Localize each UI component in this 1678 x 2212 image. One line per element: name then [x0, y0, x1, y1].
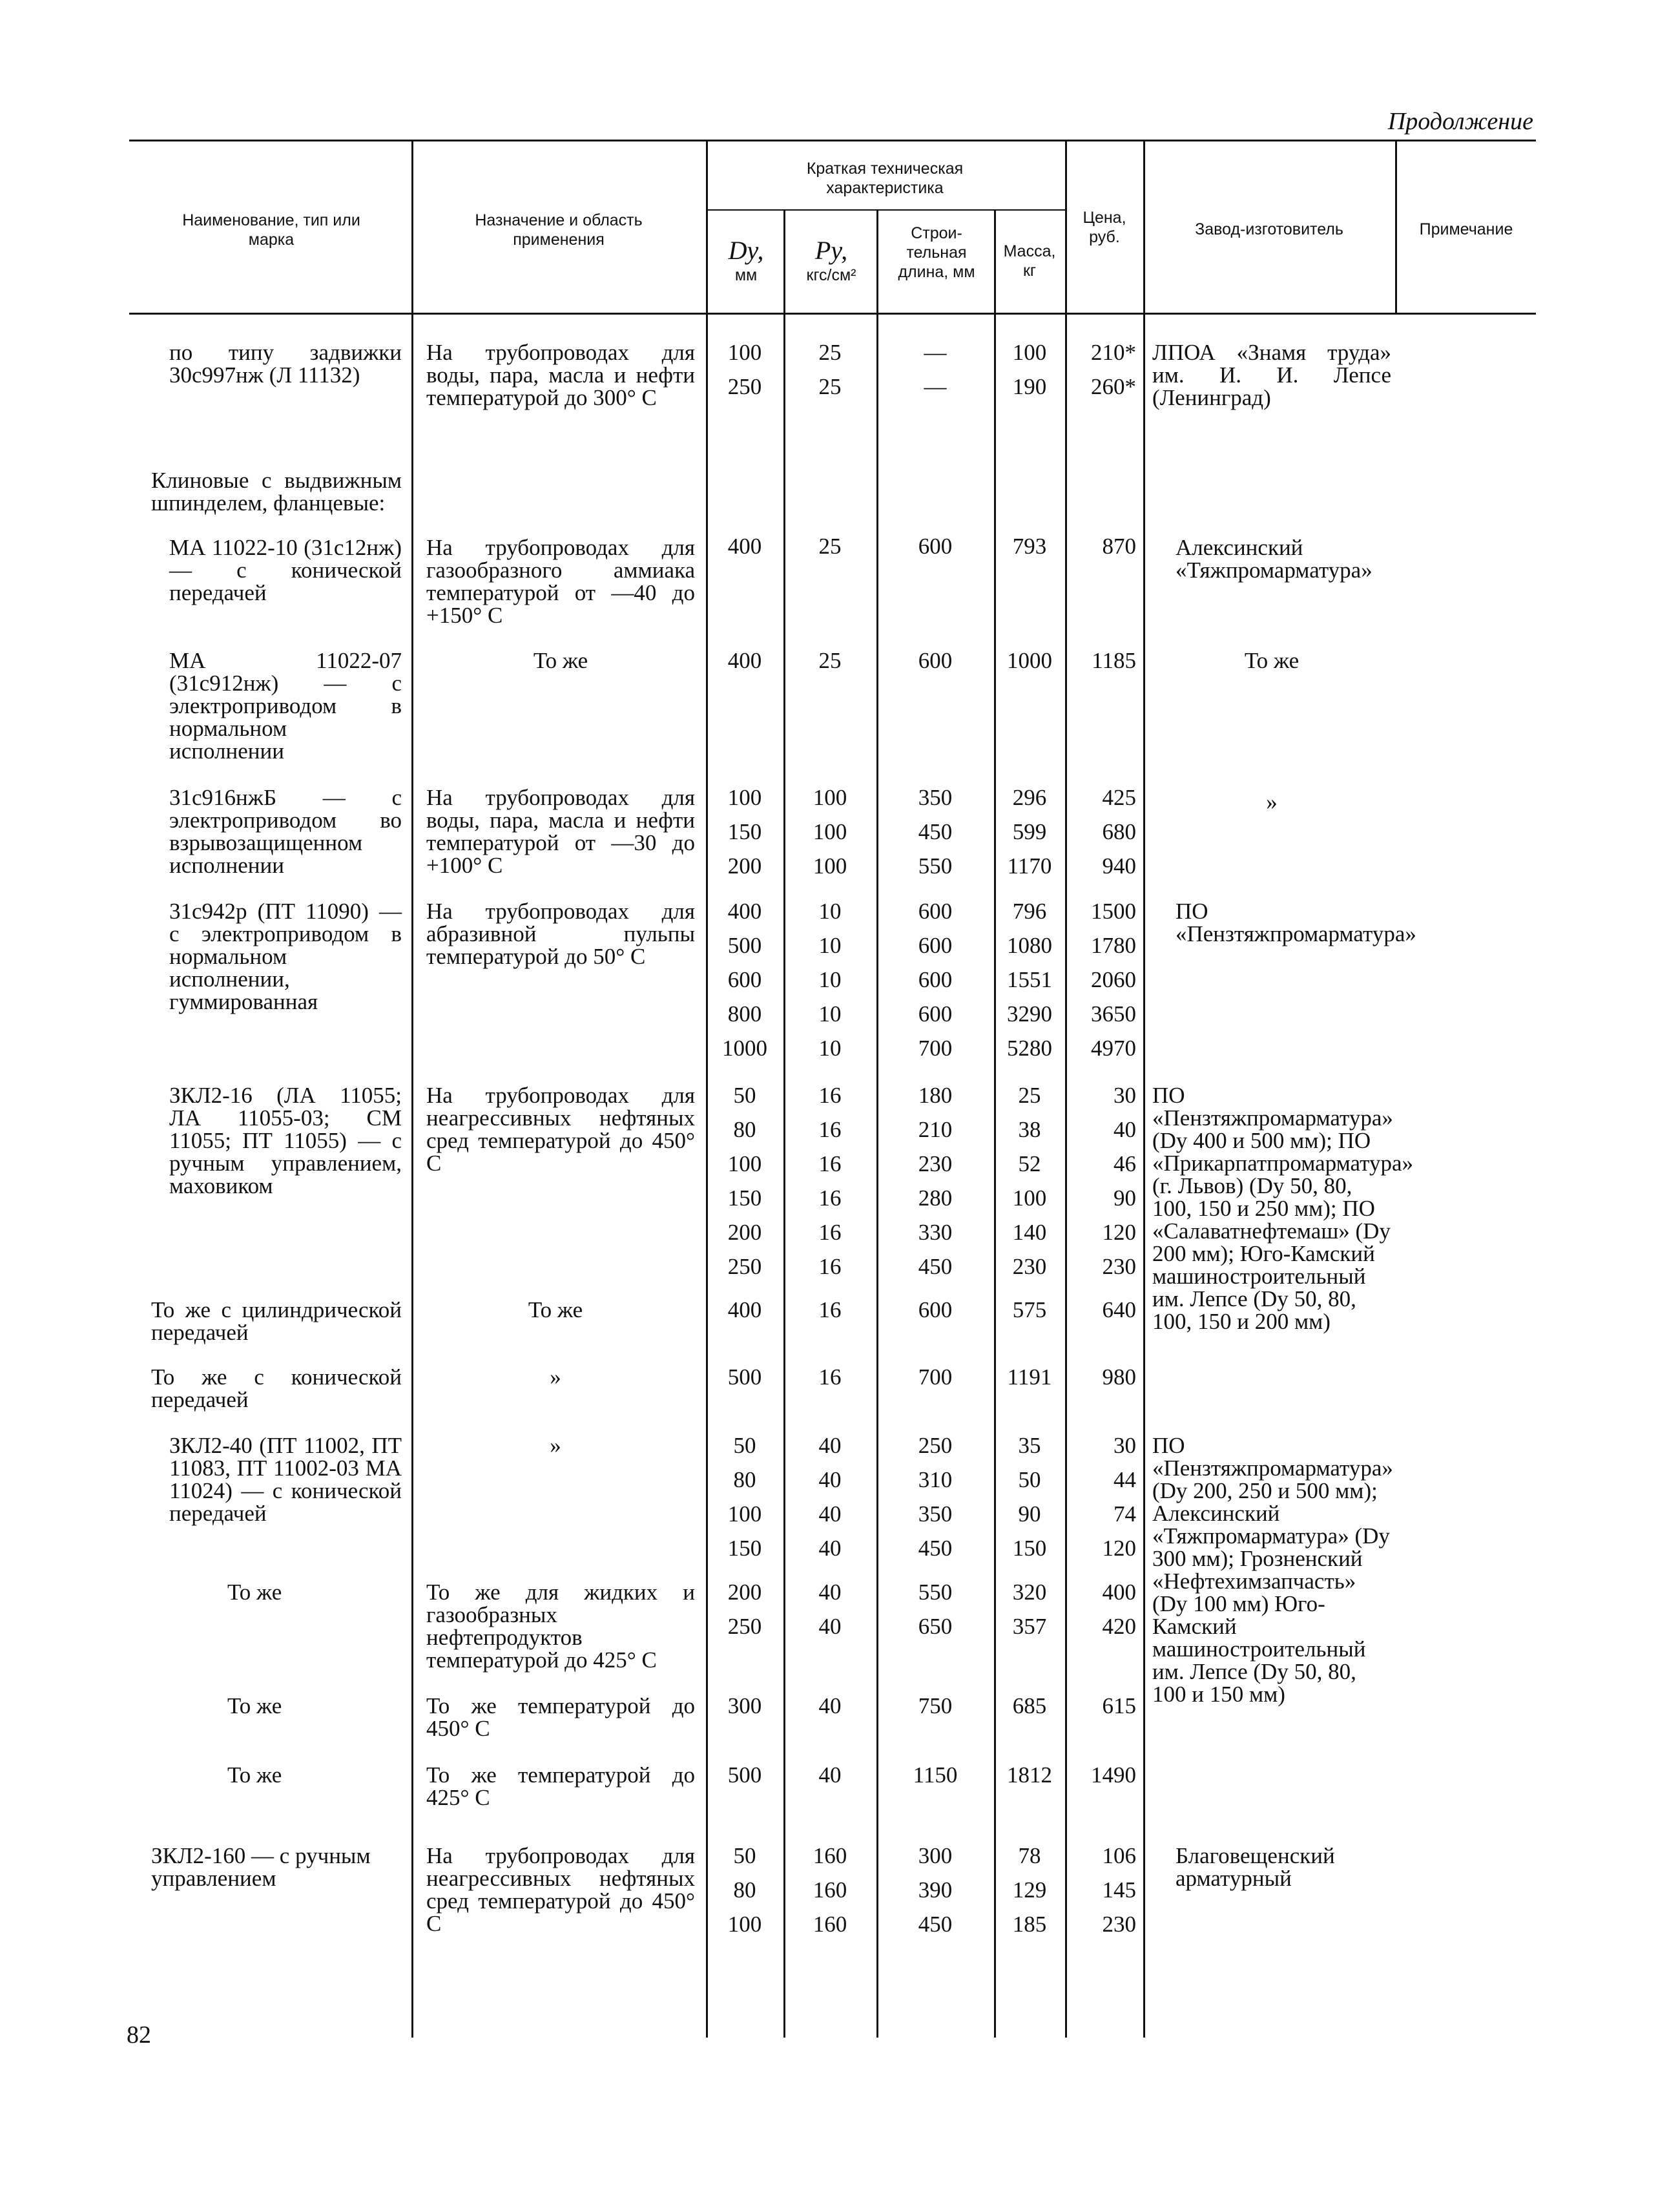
- header-dy-unit: мм: [734, 266, 758, 284]
- py-value: 16: [818, 1117, 842, 1142]
- row-name: То же с конической передачей: [151, 1364, 402, 1412]
- py-value: 16: [818, 1254, 842, 1279]
- mass-value: 796: [1012, 899, 1047, 924]
- length-value: 390: [918, 1877, 953, 1903]
- row-name: То же: [227, 1693, 282, 1718]
- py-value: 40: [818, 1762, 842, 1788]
- length-value: 1150: [913, 1762, 958, 1788]
- dy-value: 250: [727, 1254, 762, 1279]
- mass-value: 320: [1012, 1580, 1047, 1605]
- row-factory: ПО «Пензтяжпромарматура» (Dу 400 и 500 мм); ПО «Прикарпатпромарматура» (г. Львов) (Dу 50, 80, 100, 150 и 250 мм); ПО «Салаватнефтемаш» (Dу 200 мм); Юго-Камский машиностроительный им. Лепсе (Dу 50, 80, 100, 150 и 200 мм): [1152, 1083, 1414, 1334]
- length-value: 280: [918, 1185, 953, 1211]
- row-name: ЗКЛ2-16 (ЛА 11055; ЛА 11055-03; СМ 11055; ПТ 11055) — с ручным управлением, маховиком: [169, 1083, 402, 1198]
- continuation-label: Продолжение: [1387, 108, 1533, 135]
- length-value: 450: [918, 1536, 953, 1561]
- py-value: 160: [813, 1912, 847, 1937]
- price-value: 1185: [1092, 648, 1136, 673]
- mass-value: 1812: [1007, 1762, 1052, 1788]
- py-value: 25: [818, 648, 842, 673]
- price-value: 425: [1102, 785, 1136, 810]
- row-name: по типу задвижки 30с997нж (Л 11132): [169, 340, 402, 388]
- header-dy-symbol: Dу,: [728, 236, 764, 265]
- row-purpose: То же температурой до 450° С: [426, 1693, 695, 1741]
- length-value: 750: [918, 1693, 953, 1718]
- py-value: 160: [813, 1843, 847, 1868]
- dy-value: 80: [733, 1877, 756, 1903]
- row-factory: ПО «Пензтяжпромарматура»: [1176, 899, 1416, 946]
- mass-value: 1000: [1007, 648, 1052, 673]
- table-top-rule: [129, 140, 1536, 141]
- row-purpose: На трубопроводах для неагрессивных нефтяных сред температурой до 450° С: [426, 1843, 695, 1936]
- header-brief: Краткая техническая характеристика: [806, 160, 964, 197]
- row-name: МА 11022-07 (31с912нж) — с электроприводом в нормальном исполнении: [169, 648, 402, 764]
- length-value: 450: [918, 1254, 953, 1279]
- row-purpose: То же температурой до 425° С: [426, 1762, 695, 1810]
- mass-value: 35: [1018, 1433, 1041, 1458]
- col-rule-1: [411, 141, 413, 2038]
- row-purpose: На трубопроводах для газообразного аммиака температурой от —40 до +150° С: [426, 535, 695, 628]
- price-value: 615: [1102, 1693, 1136, 1718]
- dy-value: 800: [727, 1001, 762, 1027]
- py-value: 40: [818, 1693, 842, 1718]
- py-value: 16: [818, 1185, 842, 1211]
- row-factory: ПО «Пензтяжпромарматура» (Dу 200, 250 и 500 мм); Алексинский «Тяжпромарматура» (Dу 300 мм); Грозненский «Нефтехимзапчасть» (Dу 100 мм) Юго-Камский машиностроительный им. Лепсе (Dу 50, 80, 100 и 150 мм): [1152, 1433, 1393, 1707]
- dy-value: 400: [727, 1297, 762, 1322]
- length-value: 450: [918, 1912, 953, 1937]
- row-purpose: На трубопроводах для неагрессивных нефтяных сред температурой до 450° С: [426, 1083, 695, 1176]
- dy-value: 150: [727, 1185, 762, 1211]
- mass-value: 296: [1012, 785, 1047, 810]
- mass-value: 78: [1018, 1843, 1041, 1868]
- page-number: 82: [127, 2021, 151, 2049]
- mass-value: 793: [1012, 534, 1047, 559]
- header-name: Наименование, тип или марка: [182, 211, 360, 249]
- length-value: 700: [918, 1364, 953, 1390]
- row-factory: Благовещенский арматурный: [1176, 1843, 1335, 1891]
- row-purpose: На трубопроводах для воды, пара, масла и нефти температурой до 300° С: [426, 340, 695, 410]
- dy-value: 400: [727, 534, 762, 559]
- row-factory: ЛПОА «Знамя труда» им. И. И. Лепсе (Ленинград): [1152, 340, 1391, 410]
- py-value: 10: [818, 1001, 842, 1027]
- length-value: 330: [918, 1220, 953, 1245]
- price-value: 46: [1113, 1151, 1136, 1176]
- header-py-symbol: Pу,: [814, 236, 848, 265]
- row-name: Клиновые с выдвижным шпинделем, фланцевые:: [151, 468, 402, 516]
- length-value: —: [924, 340, 947, 365]
- mass-value: 190: [1012, 374, 1047, 399]
- row-name: ЗКЛ2-160 — с ручным управлением: [151, 1843, 371, 1891]
- dy-value: 150: [727, 1536, 762, 1561]
- row-purpose: На трубопроводах для воды, пара, масла и нефти температурой от —30 до +100° С: [426, 785, 695, 878]
- price-value: 120: [1102, 1536, 1136, 1561]
- mass-value: 575: [1012, 1297, 1047, 1322]
- row-name: То же: [227, 1762, 282, 1788]
- price-value: 940: [1102, 853, 1136, 879]
- dy-value: 200: [727, 853, 762, 879]
- header-factory: Завод-изготовитель: [1195, 220, 1343, 238]
- dy-value: 100: [727, 785, 762, 810]
- row-purpose: »: [550, 1364, 561, 1390]
- mass-value: 50: [1018, 1467, 1041, 1492]
- header-purpose: Назначение и область применения: [475, 211, 643, 249]
- dy-value: 250: [727, 1614, 762, 1639]
- py-value: 10: [818, 967, 842, 992]
- length-value: 250: [918, 1433, 953, 1458]
- length-value: 300: [918, 1843, 953, 1868]
- mass-value: 3290: [1007, 1001, 1052, 1027]
- length-value: 600: [918, 899, 953, 924]
- price-value: 400: [1102, 1580, 1136, 1605]
- header-dy: [710, 235, 782, 285]
- py-value: 25: [818, 340, 842, 365]
- header-length: Строи-тельная длина, мм: [898, 224, 975, 281]
- col-rule-2: [706, 141, 708, 2038]
- price-value: 2060: [1091, 967, 1136, 992]
- col-rule-3: [783, 209, 785, 2038]
- length-value: 700: [918, 1036, 953, 1061]
- col-rule-6: [1065, 141, 1067, 2038]
- row-purpose: »: [550, 1433, 561, 1458]
- row-purpose: То же: [528, 1297, 583, 1322]
- price-value: 640: [1102, 1297, 1136, 1322]
- py-value: 25: [818, 534, 842, 559]
- price-value: 680: [1102, 819, 1136, 844]
- dy-value: 200: [727, 1580, 762, 1605]
- header-bottom-rule: [129, 313, 1536, 315]
- header-price: Цена, руб.: [1082, 209, 1126, 246]
- mass-value: 357: [1012, 1614, 1047, 1639]
- dy-value: 300: [727, 1693, 762, 1718]
- brief-group-rule: [706, 209, 1065, 211]
- mass-value: 150: [1012, 1536, 1047, 1561]
- length-value: 600: [918, 1001, 953, 1027]
- header-py: [788, 235, 875, 285]
- py-value: 25: [818, 374, 842, 399]
- col-rule-7: [1143, 141, 1145, 2038]
- mass-value: 100: [1012, 340, 1047, 365]
- price-value: 210*: [1091, 340, 1136, 365]
- dy-value: 100: [727, 340, 762, 365]
- length-value: 550: [918, 853, 953, 879]
- row-name: 31с942р (ПТ 11090) — с электроприводом в нормальном исполнении, гуммированная: [169, 899, 402, 1014]
- length-value: 600: [918, 967, 953, 992]
- dy-value: 100: [727, 1501, 762, 1527]
- row-name: 31с916нжБ — с электроприводом во взрывозащищенном исполнении: [169, 785, 402, 878]
- dy-value: 50: [733, 1433, 756, 1458]
- mass-value: 685: [1012, 1693, 1047, 1718]
- dy-value: 80: [733, 1117, 756, 1142]
- price-value: 44: [1113, 1467, 1136, 1492]
- py-value: 100: [813, 785, 847, 810]
- mass-value: 5280: [1007, 1036, 1052, 1061]
- dy-value: 1000: [722, 1036, 767, 1061]
- py-value: 16: [818, 1220, 842, 1245]
- price-value: 980: [1102, 1364, 1136, 1390]
- py-value: 16: [818, 1083, 842, 1108]
- dy-value: 600: [727, 967, 762, 992]
- header-mass: Масса, кг: [1003, 242, 1056, 280]
- py-value: 16: [818, 1364, 842, 1390]
- mass-value: 25: [1018, 1083, 1041, 1108]
- py-value: 100: [813, 819, 847, 844]
- dy-value: 80: [733, 1467, 756, 1492]
- length-value: 350: [918, 785, 953, 810]
- dy-value: 100: [727, 1151, 762, 1176]
- row-purpose: То же: [533, 648, 588, 673]
- row-factory: »: [1266, 789, 1278, 815]
- price-value: 420: [1102, 1614, 1136, 1639]
- length-value: 600: [918, 1297, 953, 1322]
- price-value: 4970: [1091, 1036, 1136, 1061]
- row-name: То же с цилиндрической передачей: [151, 1297, 402, 1345]
- length-value: 650: [918, 1614, 953, 1639]
- price-value: 1500: [1091, 899, 1136, 924]
- length-value: 230: [918, 1151, 953, 1176]
- mass-value: 1191: [1007, 1364, 1052, 1390]
- price-value: 74: [1113, 1501, 1136, 1527]
- price-value: 40: [1113, 1117, 1136, 1142]
- py-value: 40: [818, 1536, 842, 1561]
- dy-value: 500: [727, 933, 762, 958]
- dy-value: 400: [727, 899, 762, 924]
- row-factory: Алексинский «Тяжпромарматура»: [1176, 535, 1372, 583]
- mass-value: 185: [1012, 1912, 1047, 1937]
- dy-value: 50: [733, 1843, 756, 1868]
- col-rule-4: [876, 209, 878, 2038]
- price-value: 1490: [1091, 1762, 1136, 1788]
- py-value: 40: [818, 1433, 842, 1458]
- dy-value: 400: [727, 648, 762, 673]
- mass-value: 100: [1012, 1185, 1047, 1211]
- price-value: 3650: [1091, 1001, 1136, 1027]
- header-note: Примечание: [1419, 220, 1513, 238]
- length-value: 600: [918, 648, 953, 673]
- col-rule-5: [994, 209, 996, 2038]
- col-rule-8: [1395, 141, 1397, 313]
- py-value: 40: [818, 1501, 842, 1527]
- length-value: 310: [918, 1467, 953, 1492]
- price-value: 90: [1113, 1185, 1136, 1211]
- length-value: 550: [918, 1580, 953, 1605]
- price-value: 230: [1102, 1254, 1136, 1279]
- dy-value: 500: [727, 1762, 762, 1788]
- mass-value: 230: [1012, 1254, 1047, 1279]
- py-value: 40: [818, 1614, 842, 1639]
- py-value: 10: [818, 899, 842, 924]
- py-value: 40: [818, 1467, 842, 1492]
- mass-value: 599: [1012, 819, 1047, 844]
- mass-value: 129: [1012, 1877, 1047, 1903]
- length-value: 180: [918, 1083, 953, 1108]
- py-value: 16: [818, 1151, 842, 1176]
- py-value: 10: [818, 1036, 842, 1061]
- mass-value: 52: [1018, 1151, 1041, 1176]
- length-value: 450: [918, 819, 953, 844]
- mass-value: 1170: [1007, 853, 1052, 879]
- price-value: 230: [1102, 1912, 1136, 1937]
- row-purpose: На трубопроводах для абразивной пульпы температурой до 50° С: [426, 899, 695, 969]
- price-value: 260*: [1091, 374, 1136, 399]
- dy-value: 200: [727, 1220, 762, 1245]
- mass-value: 90: [1018, 1501, 1041, 1527]
- row-name: ЗКЛ2-40 (ПТ 11002, ПТ 11083, ПТ 11002-03 МА 11024) — с конической передачей: [169, 1433, 402, 1526]
- price-value: 145: [1102, 1877, 1136, 1903]
- dy-value: 150: [727, 819, 762, 844]
- mass-value: 38: [1018, 1117, 1041, 1142]
- price-value: 106: [1102, 1843, 1136, 1868]
- dy-value: 250: [727, 374, 762, 399]
- length-value: 600: [918, 534, 953, 559]
- py-value: 10: [818, 933, 842, 958]
- mass-value: 1551: [1007, 967, 1052, 992]
- dy-value: 500: [727, 1364, 762, 1390]
- price-value: 30: [1113, 1433, 1136, 1458]
- length-value: 350: [918, 1501, 953, 1527]
- length-value: —: [924, 374, 947, 399]
- py-value: 40: [818, 1580, 842, 1605]
- mass-value: 1080: [1007, 933, 1052, 958]
- row-purpose: То же для жидких и газообразных нефтепродуктов температурой до 425° С: [426, 1580, 695, 1673]
- price-value: 120: [1102, 1220, 1136, 1245]
- length-value: 210: [918, 1117, 953, 1142]
- dy-value: 100: [727, 1912, 762, 1937]
- py-value: 100: [813, 853, 847, 879]
- py-value: 16: [818, 1297, 842, 1322]
- py-value: 160: [813, 1877, 847, 1903]
- row-name: МА 11022-10 (31с12нж) — с конической передачей: [169, 535, 402, 605]
- header-py-unit: кгс/см²: [806, 266, 856, 284]
- price-value: 870: [1102, 534, 1136, 559]
- dy-value: 50: [733, 1083, 756, 1108]
- length-value: 600: [918, 933, 953, 958]
- price-value: 1780: [1091, 933, 1136, 958]
- mass-value: 140: [1012, 1220, 1047, 1245]
- row-name: То же: [227, 1580, 282, 1605]
- price-value: 30: [1113, 1083, 1136, 1108]
- row-factory: То же: [1244, 648, 1300, 673]
